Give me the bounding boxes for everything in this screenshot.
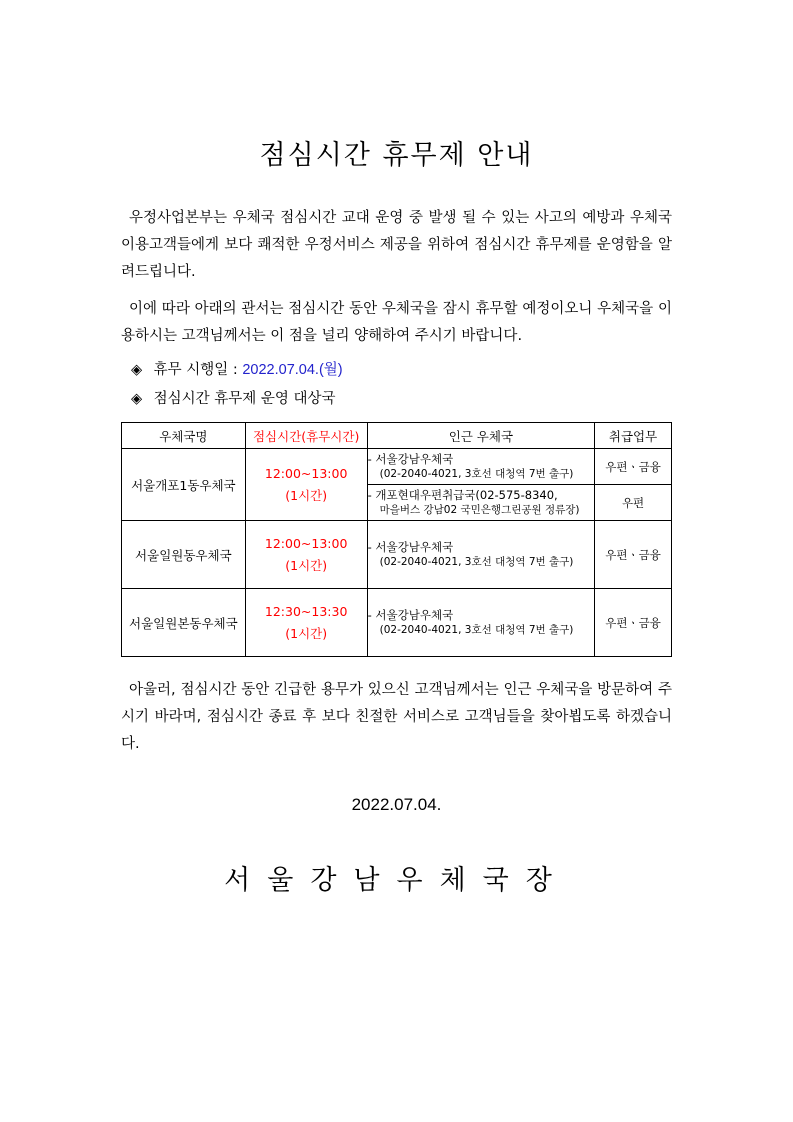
intro-paragraph-1 xyxy=(121,205,672,286)
start-date-label: 휴무 시행일 : xyxy=(153,362,238,378)
nearby-office-name: - 서울강남우체국 xyxy=(367,539,454,554)
nearby-office-name: - 개포현대우편취급국(02-575-8340, xyxy=(367,487,558,502)
office-name: 서울일원동우체국 xyxy=(122,521,246,589)
closing-paragraph-text: 아울러, 점심시간 동안 긴급한 용무가 있으신 고객님께서는 인근 우체국을 방문하여 주시기 바라며, 점심시간 종료 후 보다 친절한 서비스로 고객님들을 찾아뵙도록 하겠습니다. xyxy=(121,682,672,752)
nearby-office-detail: (02-2040-4021, 3호선 대청역 7번 출구) xyxy=(379,623,574,636)
nearby-office-name: - 서울강남우체국 xyxy=(367,451,454,466)
lunch-time: 12:30~13:30 xyxy=(264,603,348,619)
diamond-bullet-icon: ◈ xyxy=(131,362,143,378)
nearby-office-cell xyxy=(367,521,595,589)
start-date-value: 2022.07.04.(월) xyxy=(242,362,343,378)
table-row xyxy=(122,589,672,657)
header-office: 우체국명 xyxy=(122,423,246,449)
intro-paragraph-1-text: 우정사업본부는 우체국 점심시간 교대 운영 중 발생 될 수 있는 사고의 예방과 우체국 이용고객들에게 보다 쾌적한 우정서비스 제공을 위하여 점심시간 휴무제를 운영함을 알려드립니다. xyxy=(121,210,672,280)
service-cell: 우편ㆍ금융 xyxy=(595,521,672,589)
intro-paragraph-2-text: 이에 따라 아래의 관서는 점심시간 동안 우체국을 잠시 휴무할 예정이오니 우체국을 이용하시는 고객님께서는 이 점을 널리 양해하여 주시기 바랍니다. xyxy=(121,301,672,344)
service-cell: 우편ㆍ금융 xyxy=(595,589,672,657)
intro-paragraph-2 xyxy=(121,296,672,350)
service-cell: 우편ㆍ금융 xyxy=(595,449,672,485)
table-header-row xyxy=(122,423,672,449)
nearby-office-name: - 서울강남우체국 xyxy=(367,607,454,622)
start-date-bullet xyxy=(131,358,343,379)
service-cell: 우편 xyxy=(595,485,672,521)
nearby-office-detail: 마을버스 강남02 국민은행그린공원 정류장) xyxy=(379,503,580,516)
signer-name: 서울강남우체국장 xyxy=(224,865,569,896)
nearby-office-detail: (02-2040-4021, 3호선 대청역 7번 출구) xyxy=(379,467,574,480)
header-service: 취급업무 xyxy=(595,423,672,449)
post-office-table xyxy=(121,422,672,657)
lunch-duration: (1시간) xyxy=(285,557,328,573)
lunch-time: 12:00~13:00 xyxy=(264,535,348,551)
table-row xyxy=(122,521,672,589)
nearby-office-cell xyxy=(367,485,595,521)
lunch-duration: (1시간) xyxy=(285,487,328,503)
lunch-time: 12:00~13:00 xyxy=(264,465,348,481)
diamond-bullet-icon: ◈ xyxy=(131,391,143,407)
lunch-time-cell xyxy=(245,521,367,589)
lunch-time-cell xyxy=(245,449,367,521)
closing-paragraph xyxy=(121,677,672,758)
notice-date: 2022.07.04. xyxy=(351,795,442,814)
header-lunch-time: 점심시간(휴무시간) xyxy=(245,423,367,449)
nearby-office-cell xyxy=(367,589,595,657)
lunch-duration: (1시간) xyxy=(285,625,328,641)
nearby-office-detail: (02-2040-4021, 3호선 대청역 7번 출구) xyxy=(379,555,574,568)
targets-bullet xyxy=(131,387,336,408)
lunch-time-cell xyxy=(245,589,367,657)
table-row xyxy=(122,449,672,485)
targets-label: 점심시간 휴무제 운영 대상국 xyxy=(153,391,336,407)
office-name: 서울일원본동우체국 xyxy=(122,589,246,657)
office-name: 서울개포1동우체국 xyxy=(122,449,246,521)
header-nearby-office: 인근 우체국 xyxy=(367,423,595,449)
page-title: 점심시간 휴무제 안내 xyxy=(259,140,534,171)
nearby-office-cell xyxy=(367,449,595,485)
